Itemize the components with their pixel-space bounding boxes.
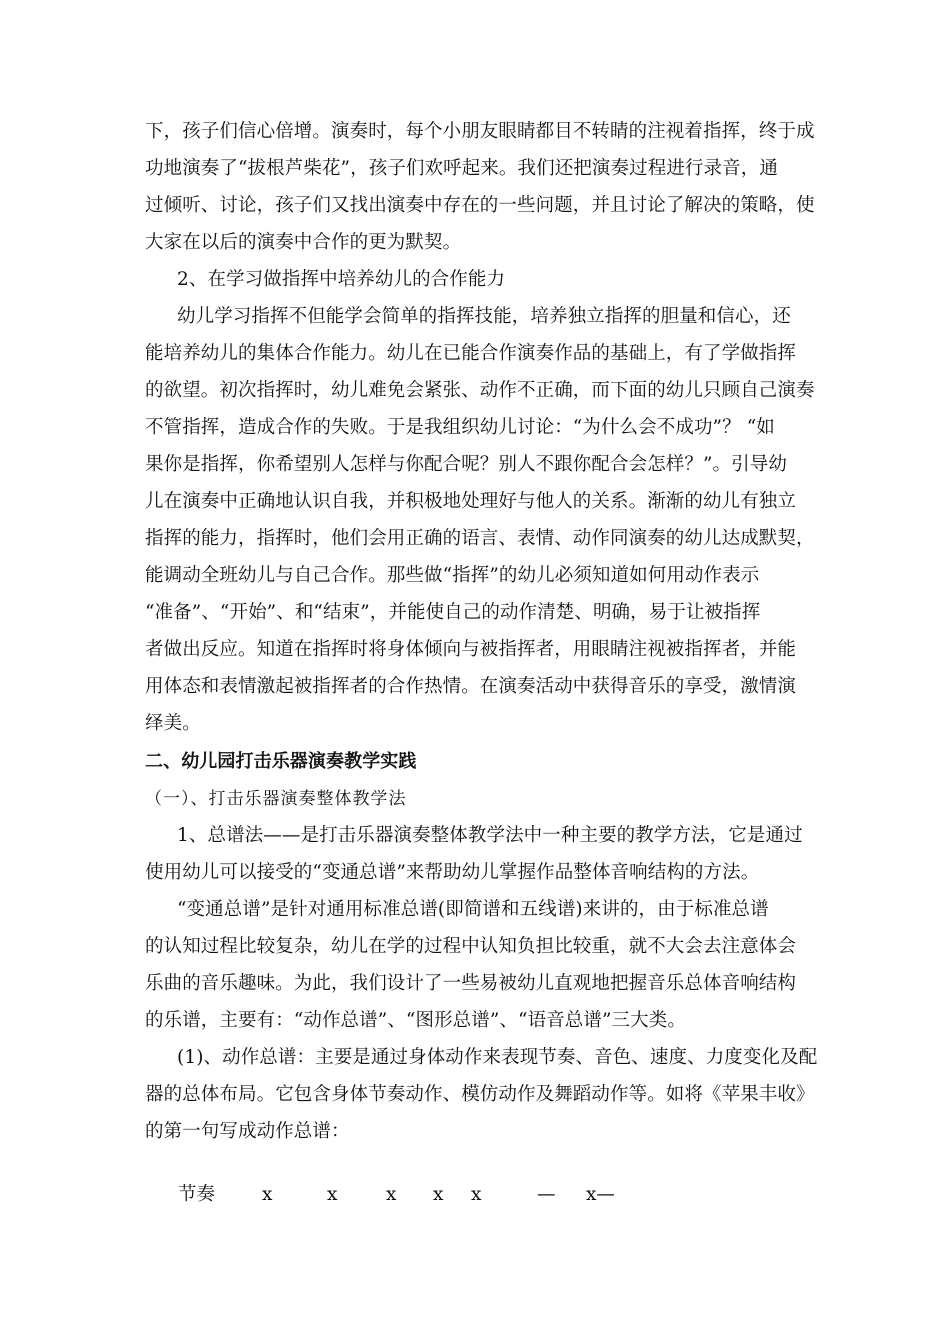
paragraph-line: 果你是指挥，你希望别人怎样与你配合呢？别人不跟你配合会怎样？”。引导幼 bbox=[145, 454, 787, 475]
paragraph-line: 用体态和表情激起被指挥者的合作热情。在演奏活动中获得音乐的享受，激情演 bbox=[145, 676, 797, 697]
paragraph-line: 使用幼儿可以接受的“变通总谱”来帮助幼儿掌握作品整体音响结构的方法。 bbox=[145, 862, 760, 883]
rhythm-note: x bbox=[471, 1184, 482, 1205]
rhythm-note: x bbox=[262, 1184, 273, 1205]
rhythm-note: x bbox=[386, 1184, 397, 1205]
paragraph-line: 的认知过程比较复杂，幼儿在学的过程中认知负担比较重，就不大会去注意体会 bbox=[145, 936, 797, 957]
paragraph-line: “准备”、“开始”、和“结束”，并能使自己的动作清楚、明确，易于让被指挥 bbox=[145, 602, 761, 623]
section-heading-2: 2、在学习做指挥中培养幼儿的合作能力 bbox=[177, 269, 506, 290]
paragraph-line: 乐曲的音乐趣味。为此，我们设计了一些易被幼儿直观地把握音乐总体音响结构 bbox=[145, 973, 797, 994]
rhythm-note: — bbox=[537, 1184, 556, 1205]
paragraph-line: 功地演奏了“拔根芦柴花”，孩子们欢呼起来。我们还把演奏过程进行录音，通 bbox=[145, 158, 778, 179]
paragraph-line: 的乐谱，主要有：“动作总谱”、“图形总谱”、“语音总谱”三大类。 bbox=[145, 1010, 686, 1031]
paragraph-line: 的第一句写成动作总谱： bbox=[145, 1121, 350, 1142]
paragraph-line: 指挥的能力，指挥时，他们会用正确的语言、表情、动作同演奏的幼儿达成默契， bbox=[145, 528, 815, 549]
subsection-heading: （一）、打击乐器演奏整体教学法 bbox=[145, 789, 407, 809]
paragraph-line: 幼儿学习指挥不但能学会简单的指挥技能，培养独立指挥的胆量和信心，还 bbox=[177, 306, 791, 327]
paragraph-line: 过倾听、讨论，孩子们又找出演奏中存在的一些问题，并且讨论了解决的策略，使 bbox=[145, 195, 815, 216]
paragraph-line: 绎美。 bbox=[145, 713, 201, 734]
chapter-heading: 二、幼儿园打击乐器演奏教学实践 bbox=[145, 751, 417, 772]
rhythm-note: x bbox=[433, 1184, 444, 1205]
paragraph-line: 器的总体布局。它包含身体节奏动作、模仿动作及舞蹈动作等。如将《苹果丰收》 bbox=[145, 1084, 815, 1105]
paragraph-line: (1)、动作总谱：主要是通过身体动作来表现节奏、音色、速度、力度变化及配 bbox=[177, 1047, 818, 1068]
paragraph-line: 不管指挥，造成合作的失败。于是我组织幼儿讨论：“为什么会不成功”？ “如 bbox=[145, 417, 775, 438]
paragraph-line: 1、总谱法——是打击乐器演奏整体教学法中一种主要的教学方法，它是通过 bbox=[177, 825, 803, 846]
paragraph-line: 能培养幼儿的集体合作能力。幼儿在已能合作演奏作品的基础上，有了学做指挥 bbox=[145, 343, 797, 364]
rhythm-note: x— bbox=[586, 1184, 615, 1205]
paragraph-line: “变通总谱”是针对通用标准总谱(即简谱和五线谱)来讲的，由于标准总谱 bbox=[177, 899, 769, 920]
paragraph-line: 能调动全班幼儿与自己合作。那些做“指挥”的幼儿必须知道如何用动作表示 bbox=[145, 565, 760, 586]
paragraph-line: 儿在演奏中正确地认识自我，并积极地处理好与他人的关系。渐渐的幼儿有独立 bbox=[145, 491, 797, 512]
rhythm-label: 节奏 bbox=[178, 1184, 216, 1205]
paragraph-line: 者做出反应。知道在指挥时将身体倾向与被指挥者，用眼睛注视被指挥者，并能 bbox=[145, 639, 797, 660]
rhythm-note: x bbox=[327, 1184, 338, 1205]
paragraph-line: 下，孩子们信心倍增。演奏时，每个小朋友眼睛都目不转睛的注视着指挥，终于成 bbox=[145, 121, 815, 142]
paragraph-line: 的欲望。初次指挥时，幼儿难免会紧张、动作不正确，而下面的幼儿只顾自己演奏 bbox=[145, 380, 815, 401]
paragraph-line: 大家在以后的演奏中合作的更为默契。 bbox=[145, 232, 462, 253]
